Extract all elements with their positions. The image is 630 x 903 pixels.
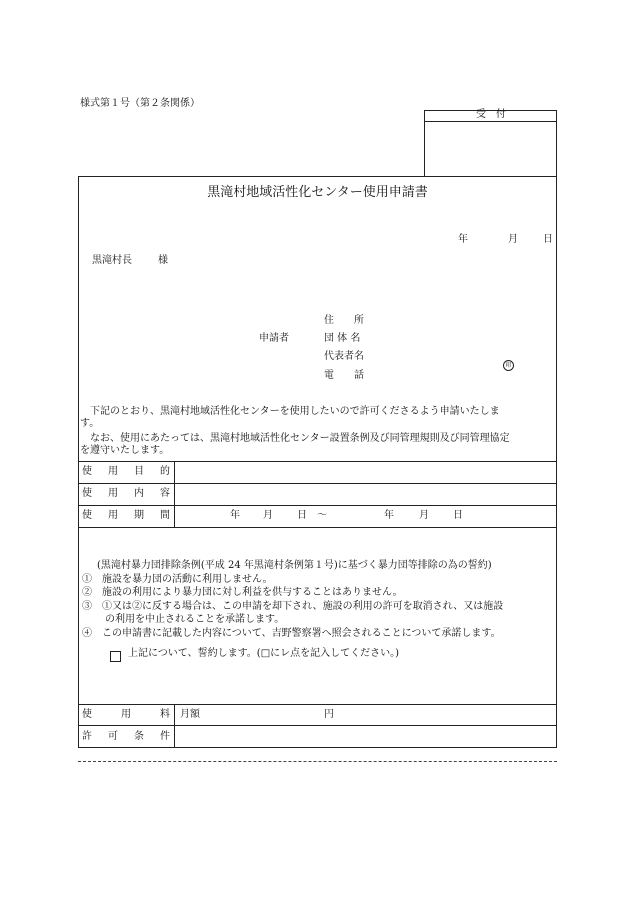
oath-item-1 xyxy=(82,574,273,586)
period-start-day: 日 ～ xyxy=(297,510,327,521)
fee-bottom-line xyxy=(78,725,557,726)
char: 内 xyxy=(134,488,144,499)
oath-num: ④ xyxy=(82,628,92,639)
fee-column-divider xyxy=(174,704,175,748)
oath-item-3-cont: の利用を中止されることを承諾します。 xyxy=(105,614,285,625)
char: 使 xyxy=(82,488,92,499)
date-day: 日 xyxy=(543,234,553,245)
oath-text: 施設の利用により暴力団に対し利益を供与することはありません。 xyxy=(102,587,403,598)
reception-divider xyxy=(424,121,557,122)
fee-prefix: 月額 xyxy=(180,709,200,720)
content-label xyxy=(82,488,170,500)
form-title: 黒滝村地域活性化センター使用申請書 xyxy=(207,185,428,200)
oath-text: 施設を暴力団の活動に利用しません。 xyxy=(102,574,273,585)
row-line-4 xyxy=(78,527,557,528)
seal-mark xyxy=(503,352,514,371)
char: 間 xyxy=(160,510,170,521)
applicant-label: 申請者 xyxy=(259,333,289,344)
addressee-name: 黒滝村長 xyxy=(92,255,132,266)
agree-checkbox[interactable] xyxy=(110,647,121,666)
char: 使 xyxy=(82,510,92,521)
char: 使 xyxy=(82,466,92,477)
char: 可 xyxy=(108,731,118,742)
intro-line2: なお、使用にあたっては、黒滝村地域活性化センター設置条例及び同管理規則及び同管理協定 xyxy=(90,433,510,444)
char: 目 xyxy=(134,466,144,477)
oath-text: ①又は②に反する場合は、この申請を却下され、施設の利用の許可を取消され、又は施設 xyxy=(102,601,504,612)
oath-num: ③ xyxy=(82,601,92,612)
intro-line2-cont: を遵守いたします。 xyxy=(80,445,170,456)
char: 条 xyxy=(134,731,144,742)
purpose-label xyxy=(82,466,170,478)
oath-num: ① xyxy=(82,574,92,585)
applicant-address-label: 住 所 xyxy=(324,315,364,326)
period-label xyxy=(82,510,170,522)
form-number: 様式第１号（第２条関係） xyxy=(80,98,200,109)
row-line-2 xyxy=(78,483,557,484)
fee-label xyxy=(82,709,170,721)
char: 用 xyxy=(108,466,118,477)
char: 用 xyxy=(108,510,118,521)
char: 許 xyxy=(82,731,92,742)
cut-line xyxy=(78,761,557,762)
oath-heading: (黒滝村暴力団排除条例(平成 24 年黒滝村条例第１号)に基づく暴力団等排除の為の誓約) xyxy=(97,560,492,571)
form-outline xyxy=(78,176,557,748)
date-month: 月 xyxy=(508,234,518,245)
char: 期 xyxy=(134,510,144,521)
char: 使 xyxy=(82,709,92,720)
applicant-group-label: 団 体 名 xyxy=(324,333,361,344)
char: 的 xyxy=(160,466,170,477)
intro-line1: 下記のとおり、黒滝村地域活性化センターを使用したいので許可くださるよう申請いたしま xyxy=(90,406,500,417)
char: 用 xyxy=(108,488,118,499)
row-line-3 xyxy=(78,505,557,506)
intro-line1-cont: す。 xyxy=(80,418,100,429)
oath-item-3 xyxy=(82,601,503,613)
char: 容 xyxy=(160,488,170,499)
oath-item-2 xyxy=(82,587,403,599)
oath-item-4 xyxy=(82,628,501,640)
char: 料 xyxy=(160,709,170,720)
seal-icon: 印 xyxy=(503,360,514,371)
label-column-divider xyxy=(174,461,175,527)
checkbox-icon[interactable] xyxy=(110,651,121,662)
permit-label xyxy=(82,731,170,743)
period-end-month: 月 xyxy=(419,510,429,521)
row-line-1 xyxy=(78,461,557,462)
char: 用 xyxy=(121,709,131,720)
period-start-month: 月 xyxy=(263,510,273,521)
agree-text: 上記について、誓約します。(□にレ点を記入してください。) xyxy=(128,648,400,659)
oath-num: ② xyxy=(82,587,92,598)
fee-top-line xyxy=(78,704,557,705)
char: 件 xyxy=(160,731,170,742)
oath-text: この申請書に記載した内容について、吉野警察署へ照会されることについて承諾します。 xyxy=(102,628,501,639)
applicant-phone-label: 電 話 xyxy=(324,370,364,381)
period-end-day: 日 xyxy=(453,510,463,521)
fee-unit: 円 xyxy=(324,709,334,720)
date-year: 年 xyxy=(458,234,468,245)
reception-label: 受 付 xyxy=(476,109,506,120)
addressee-honorific: 様 xyxy=(158,255,168,266)
applicant-representative-label: 代表者名 xyxy=(324,351,364,362)
period-start-year: 年 xyxy=(230,510,240,521)
period-end-year: 年 xyxy=(384,510,394,521)
